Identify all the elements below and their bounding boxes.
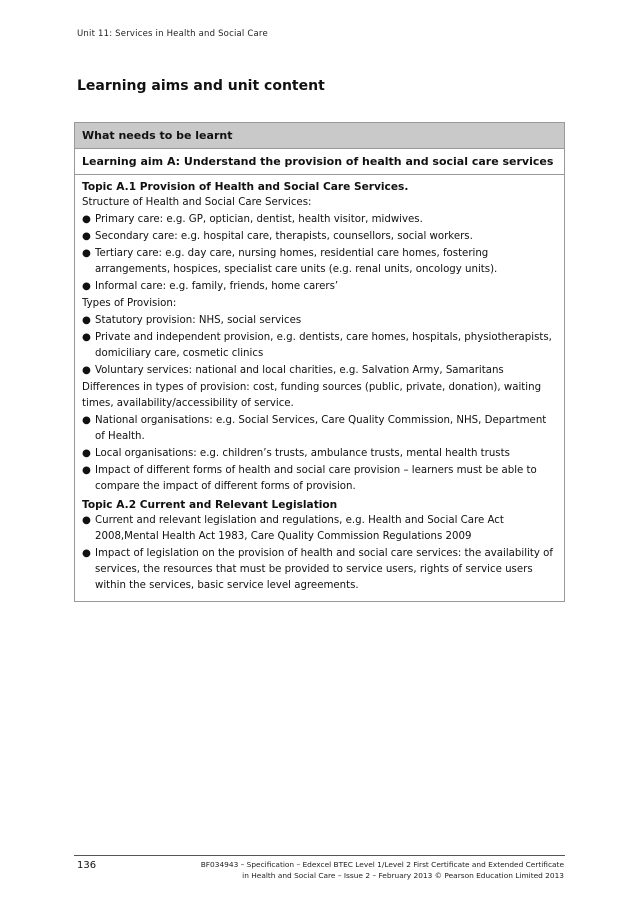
running-head: Unit 11: Services in Health and Social Care [77, 29, 268, 39]
legislation-list [82, 513, 558, 594]
bullet-icon: ● [82, 548, 91, 559]
list-item-text: Informal care: e.g. family, friends, home carers’ [95, 281, 339, 292]
list-item [82, 313, 558, 329]
table-header-row: What needs to be learnt [75, 123, 564, 149]
footer-rule [74, 855, 565, 856]
page-heading: Learning aims and unit content [77, 78, 325, 94]
list-item-text: Statutory provision: NHS, social services [95, 315, 302, 326]
unit-content-cell [75, 175, 564, 601]
list-item [82, 246, 558, 278]
list-item [82, 446, 558, 462]
bullet-icon: ● [82, 214, 91, 225]
list-item [82, 413, 558, 445]
list-item-text: National organisations: e.g. Social Services, Care Quality Commission, NHS, Department of Health. [95, 415, 547, 442]
differences-text: Differences in types of provision: cost, funding sources (public, private, donation), waiting times, availability/accessibility of service. [82, 382, 542, 409]
bullet-icon: ● [82, 448, 91, 459]
structure-list [82, 212, 558, 295]
bullet-icon: ● [82, 515, 91, 526]
structure-label: Structure of Health and Social Care Services: [82, 197, 312, 208]
list-item [82, 330, 558, 362]
list-item [82, 279, 558, 295]
topic-a1-title: Topic A.1 Provision of Health and Social Care Services. [82, 181, 409, 193]
list-item [82, 463, 558, 495]
list-item-text: Voluntary services: national and local charities, e.g. Salvation Army, Samaritans [95, 365, 504, 376]
list-item-text: Local organisations: e.g. children’s trusts, ambulance trusts, mental health trusts [95, 448, 510, 459]
list-item [82, 229, 558, 245]
bullet-icon: ● [82, 248, 91, 259]
bullet-icon: ● [82, 231, 91, 242]
page-number: 136 [77, 860, 97, 871]
list-item-text: Current and relevant legislation and regulations, e.g. Health and Social Care Act 2008,Mental Health Act 1983, Care Quality Commission Regulations 2009 [95, 515, 504, 542]
footer-text [144, 859, 564, 881]
list-item [82, 546, 558, 594]
learning-aim-row: Learning aim A: Understand the provision of health and social care services [75, 149, 564, 175]
topic-a2-title: Topic A.2 Current and Relevant Legislation [82, 499, 338, 511]
list-item [82, 212, 558, 228]
list-item-text: Primary care: e.g. GP, optician, dentist, health visitor, midwives. [95, 214, 423, 225]
bullet-icon: ● [82, 465, 91, 476]
bullet-icon: ● [82, 365, 91, 376]
list-item [82, 363, 558, 379]
list-item-text: Impact of different forms of health and social care provision – learners must be able to compare the impact of different forms of provision. [95, 465, 537, 492]
footer-line-2: in Health and Social Care – Issue 2 – February 2013 © Pearson Education Limited 2013 [242, 871, 564, 880]
bullet-icon: ● [82, 281, 91, 292]
list-item-text: Impact of legislation on the provision of health and social care services: the availability of services, the resources that must be provided to service users, rights of service users within the services, basic service level agreements. [95, 548, 553, 591]
list-item [82, 513, 558, 545]
bullet-icon: ● [82, 332, 91, 343]
list-item-text: Secondary care: e.g. hospital care, therapists, counsellors, social workers. [95, 231, 473, 242]
types-label: Types of Provision: [82, 298, 177, 309]
content-table [74, 122, 565, 602]
bullet-icon: ● [82, 315, 91, 326]
types-list [82, 313, 558, 379]
footer-line-1: BF034943 – Specification – Edexcel BTEC Level 1/Level 2 First Certificate and Extended Certificate [200, 860, 564, 869]
list-item-text: Private and independent provision, e.g. dentists, care homes, hospitals, physiotherapists, domiciliary care, cosmetic clinics [95, 332, 552, 359]
list-item-text: Tertiary care: e.g. day care, nursing homes, residential care homes, fostering arrangements, hospices, specialist care units (e.g. renal units, oncology units). [95, 248, 498, 275]
differences-list [82, 413, 558, 495]
bullet-icon: ● [82, 415, 91, 426]
